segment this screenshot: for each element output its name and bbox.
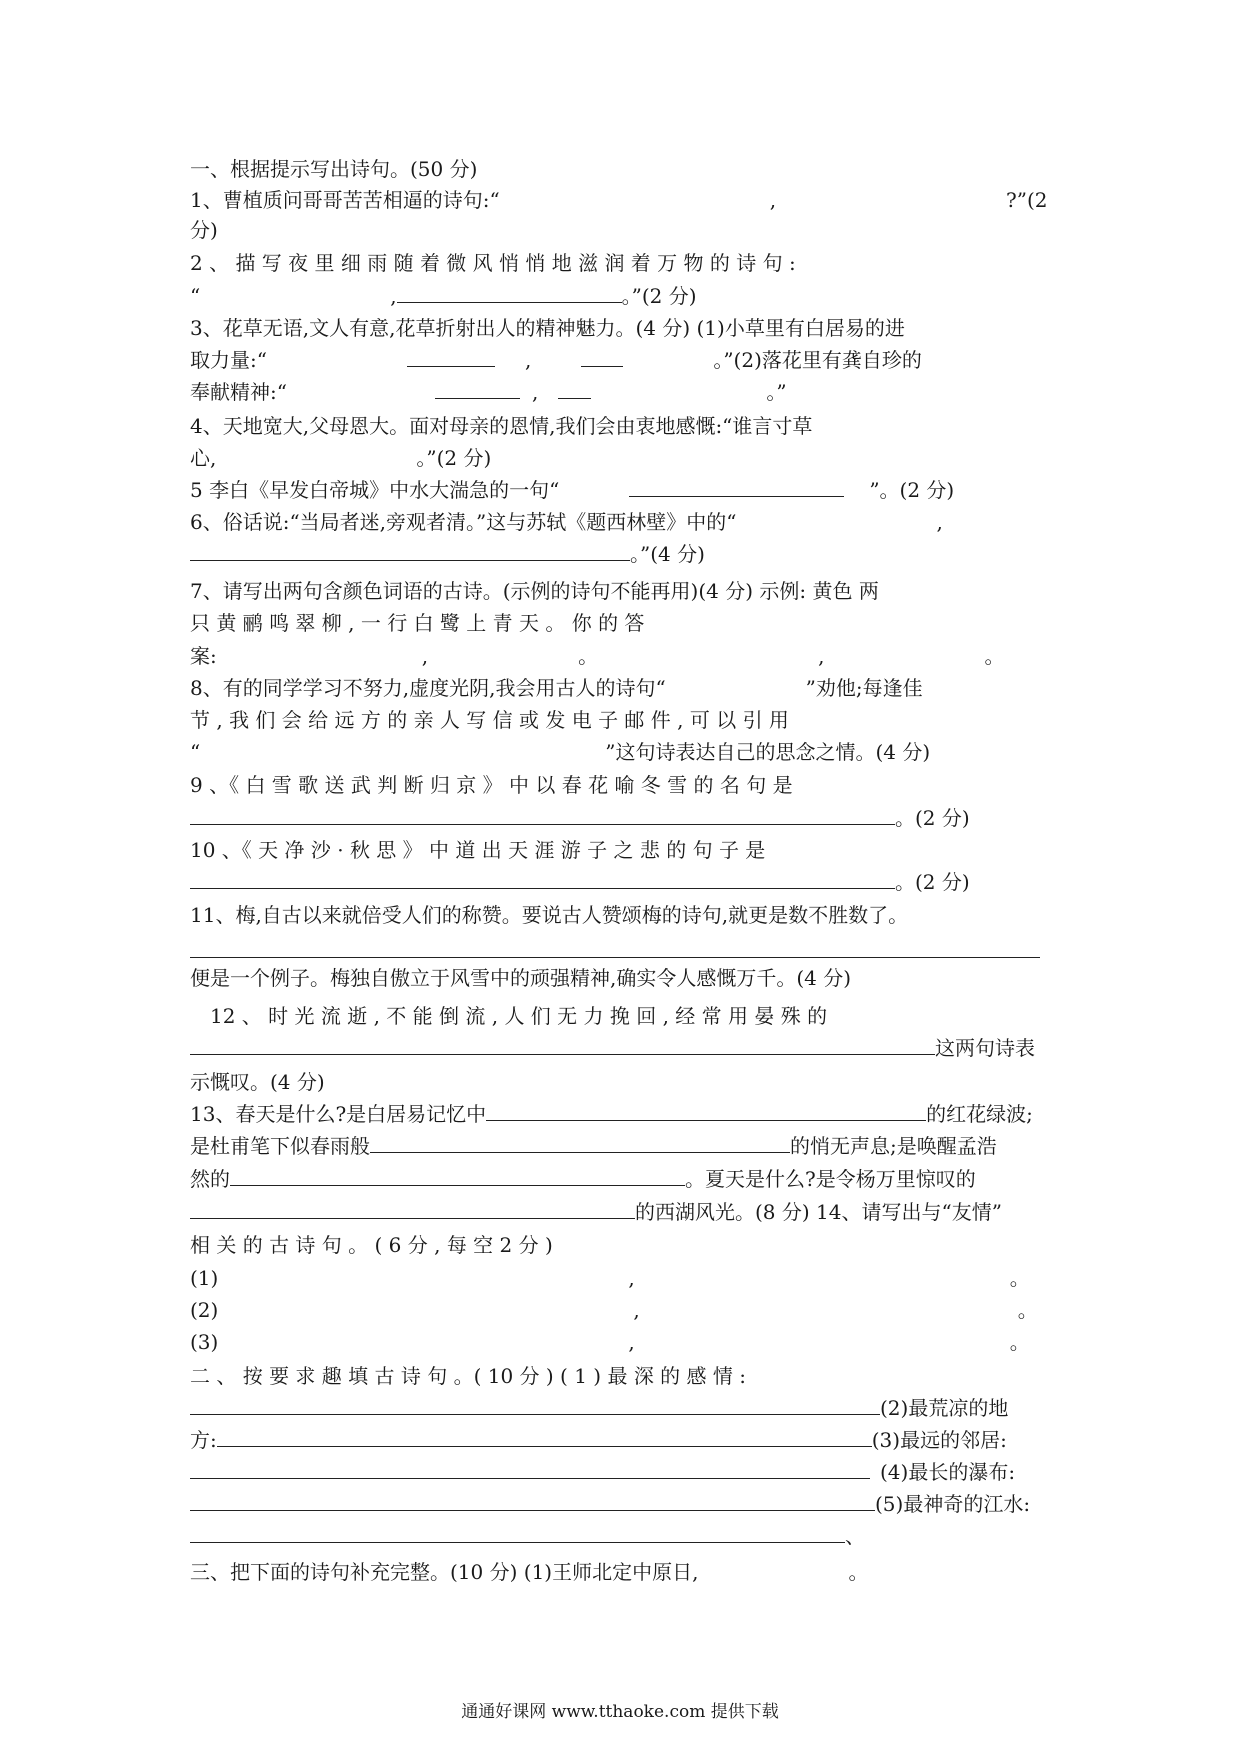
q2-comma: , — [390, 284, 397, 308]
q3-line2 — [190, 344, 1060, 376]
q2-end: 。”(2 分) — [621, 284, 697, 308]
question-11: 11、梅,自古以来就倍受人们的称赞。要说古人赞颂梅的诗句,就更是数不胜数了。 — [190, 903, 909, 927]
s2-item-4: (4)最长的瀑布: — [880, 1460, 1016, 1484]
q7-p1: , — [421, 644, 429, 668]
q12-line2 — [190, 1032, 1060, 1064]
footer-credit: 通通好课网 www.tthaoke.com 提供下载 — [461, 1702, 779, 1722]
q8-line2: 节 , 我 们 会 给 远 方 的 亲 人 写 信 或 发 电 子 邮 件 , 可 以 引 用 — [190, 708, 789, 732]
s2-place: 方: — [190, 1428, 217, 1452]
q8-open-quote: “ — [190, 740, 201, 764]
q2-answer-blank[interactable] — [397, 280, 622, 303]
q13-blank-4[interactable] — [190, 1196, 635, 1219]
q5-end: ”。(2 分) — [869, 478, 955, 502]
q12-blank[interactable] — [190, 1032, 935, 1055]
question-5 — [190, 474, 1060, 506]
q13-p2: 是杜甫笔下似春雨般 — [190, 1134, 370, 1158]
q14-period-1: 。 — [1009, 1266, 1030, 1290]
q4-start: 心, — [190, 446, 217, 470]
q7-p2: 。 — [578, 644, 599, 668]
q14-label-1: (1) — [190, 1266, 219, 1290]
s2-item-2: (2)最荒凉的地 — [880, 1396, 1009, 1420]
q14-period-2: 。 — [1017, 1298, 1038, 1322]
q3-blank-2[interactable] — [581, 344, 623, 367]
s2-blank-3[interactable] — [190, 1456, 870, 1479]
q6-text: 6、俗话说:“当局者迷,旁观者清。”这与苏轼《题西林壁》中的“ — [190, 510, 737, 534]
q8-line3 — [190, 736, 1060, 768]
q2-line2 — [190, 280, 1060, 312]
q3-blank-3[interactable] — [435, 376, 520, 399]
s2-line4 — [190, 1456, 1060, 1488]
q6-blank[interactable] — [190, 538, 630, 561]
q2-open-quote: “ — [190, 284, 201, 308]
q14-label-3: (3) — [190, 1330, 219, 1354]
q13-p1: 的红花绿波; — [926, 1102, 1033, 1126]
q13-blank-2[interactable] — [370, 1130, 790, 1153]
s3-text: 三、把下面的诗句补充完整。(10 分) (1)王师北定中原日, — [190, 1560, 699, 1584]
q3-comma-1: , — [524, 348, 532, 372]
s2-blank-5[interactable] — [190, 1520, 845, 1543]
q9-end: 。(2 分) — [895, 806, 970, 830]
q3-label-1: 取力量:“ — [190, 348, 267, 372]
q8-text: 8、有的同学学习不努力,虚度光阴,我会用古人的诗句“ — [190, 676, 666, 700]
q8-mid: ”劝他;每逢佳 — [805, 676, 923, 700]
q11-line3: 便是一个例子。梅独自傲立于风雪中的顽强精神,确实令人感慨万千。(4 分) — [190, 966, 852, 990]
s2-line2 — [190, 1392, 1060, 1424]
q10-end: 。(2 分) — [895, 870, 970, 894]
q13-p6: 的西湖风光。(8 分) 14、请写出与“友情” — [635, 1200, 1002, 1224]
q14-label-2: (2) — [190, 1298, 219, 1322]
s2-mark: 、 — [845, 1524, 865, 1548]
q13-p4: 然的 — [190, 1167, 230, 1191]
section-3-title — [190, 1556, 1060, 1588]
q7-p3: , — [818, 644, 825, 668]
q3-blank-1[interactable] — [407, 344, 495, 367]
q6-line2 — [190, 538, 1060, 570]
q1-end: ?”(2 — [1006, 188, 1048, 212]
q8-end: ”这句诗表达自己的思念之情。(4 分) — [605, 740, 931, 764]
s2-blank-1[interactable] — [190, 1392, 880, 1415]
question-3: 3、花草无语,文人有意,花草折射出人的精神魅力。(4 分) (1)小草里有白居易的进 — [190, 316, 905, 340]
q13-p5: 。夏天是什么?是令杨万里惊叹的 — [685, 1167, 976, 1191]
q3-comma-2: , — [531, 380, 539, 404]
q10-line2 — [190, 866, 1060, 898]
q3-line3 — [190, 376, 1060, 408]
question-13 — [190, 1098, 1060, 1130]
q1-comma: , — [769, 188, 777, 212]
q3-end: 。” — [766, 380, 787, 404]
q9-line2 — [190, 802, 1060, 834]
q14-item-3 — [190, 1326, 1060, 1358]
q3-mid: 。”(2)落花里有龚自珍的 — [713, 348, 922, 372]
q7-line3 — [190, 640, 1060, 672]
q6-end: 。”(4 分) — [630, 542, 705, 566]
q1-line2: 分) — [190, 218, 218, 242]
s3-end: 。 — [848, 1560, 869, 1584]
question-2: 2 、 描 写 夜 里 细 雨 随 着 微 风 悄 悄 地 滋 润 着 万 物 的 诗 句 : — [190, 251, 796, 275]
q13-text: 13、春天是什么?是白居易记忆中 — [190, 1102, 487, 1126]
q7-line2: 只 黄 鹂 鸣 翠 柳 , 一 行 白 鹭 上 青 天 。 你 的 答 — [190, 611, 645, 635]
q4-line2 — [190, 442, 1060, 474]
q10-blank[interactable] — [190, 866, 895, 889]
section-1-title: 一、根据提示写出诗句。(50 分) — [190, 157, 478, 181]
q13-blank-3[interactable] — [230, 1163, 685, 1186]
q14-intro: 相 关 的 古 诗 句 。 ( 6 分 , 每 空 2 分 ) — [190, 1233, 553, 1257]
q14-comma-3: , — [628, 1330, 635, 1354]
question-8 — [190, 672, 1060, 704]
q14-item-2 — [190, 1294, 1060, 1326]
question-9: 9 、《 白 雪 歌 送 武 判 断 归 京 》 中 以 春 花 喻 冬 雪 的 名 句 是 — [190, 773, 793, 797]
q12-mid: 这两句诗表 — [935, 1036, 1035, 1060]
question-10: 10 、《 天 净 沙 · 秋 思 》 中 道 出 天 涯 游 子 之 悲 的 句 子 是 — [190, 838, 766, 862]
q3-blank-4[interactable] — [558, 376, 591, 399]
q13-p3: 的悄无声息;是唤醒孟浩 — [790, 1134, 997, 1158]
question-1 — [190, 184, 1060, 216]
question-4: 4、天地宽大,父母恩大。面对母亲的恩情,我们会由衷地感慨:“谁言寸草 — [190, 414, 813, 438]
q7-answer-label: 案: — [190, 644, 217, 668]
q14-period-3: 。 — [1009, 1330, 1030, 1354]
q14-item-1 — [190, 1262, 1060, 1294]
question-6 — [190, 506, 1060, 538]
s2-item-5: (5)最神奇的江水: — [875, 1492, 1031, 1516]
q9-blank[interactable] — [190, 802, 895, 825]
section-2-title: 二 、 按 要 求 趣 填 古 诗 句 。( 10 分 ) ( 1 ) 最 深 的 感 情 : — [190, 1364, 746, 1388]
s2-blank-4[interactable] — [190, 1488, 875, 1511]
q5-text: 5 李白《早发白帝城》中水大湍急的一句“ — [190, 478, 560, 502]
q13-line3 — [190, 1163, 1060, 1195]
q12-line3: 示慨叹。(4 分) — [190, 1070, 325, 1094]
q6-comma: , — [936, 510, 943, 534]
q14-comma-1: , — [628, 1266, 635, 1290]
s2-line3 — [190, 1424, 1060, 1456]
q13-blank-1[interactable] — [486, 1098, 926, 1121]
question-7: 7、请写出两句含颜色词语的古诗。(示例的诗句不能再用)(4 分) 示例: 黄色 两 — [190, 579, 879, 603]
question-12: 12 、 时 光 流 逝 , 不 能 倒 流 , 人 们 无 力 挽 回 , 经 常 用 晏 殊 的 — [210, 1004, 828, 1028]
q4-end: 。”(2 分) — [416, 446, 492, 470]
q7-p4: 。 — [984, 644, 1005, 668]
q5-blank[interactable] — [629, 474, 844, 497]
q13-line4 — [190, 1196, 1060, 1228]
s2-line6 — [190, 1520, 1060, 1552]
s2-line5 — [190, 1488, 1060, 1520]
q11-blank[interactable] — [190, 957, 1040, 958]
s2-item-3: (3)最远的邻居: — [871, 1428, 1007, 1452]
q13-line2 — [190, 1130, 1060, 1162]
q1-text: 1、曹植质问哥哥苦苦相逼的诗句:“ — [190, 188, 500, 212]
q14-comma-2: , — [633, 1298, 640, 1322]
s2-blank-2[interactable] — [217, 1424, 872, 1447]
q3-label-2: 奉献精神:“ — [190, 380, 287, 404]
